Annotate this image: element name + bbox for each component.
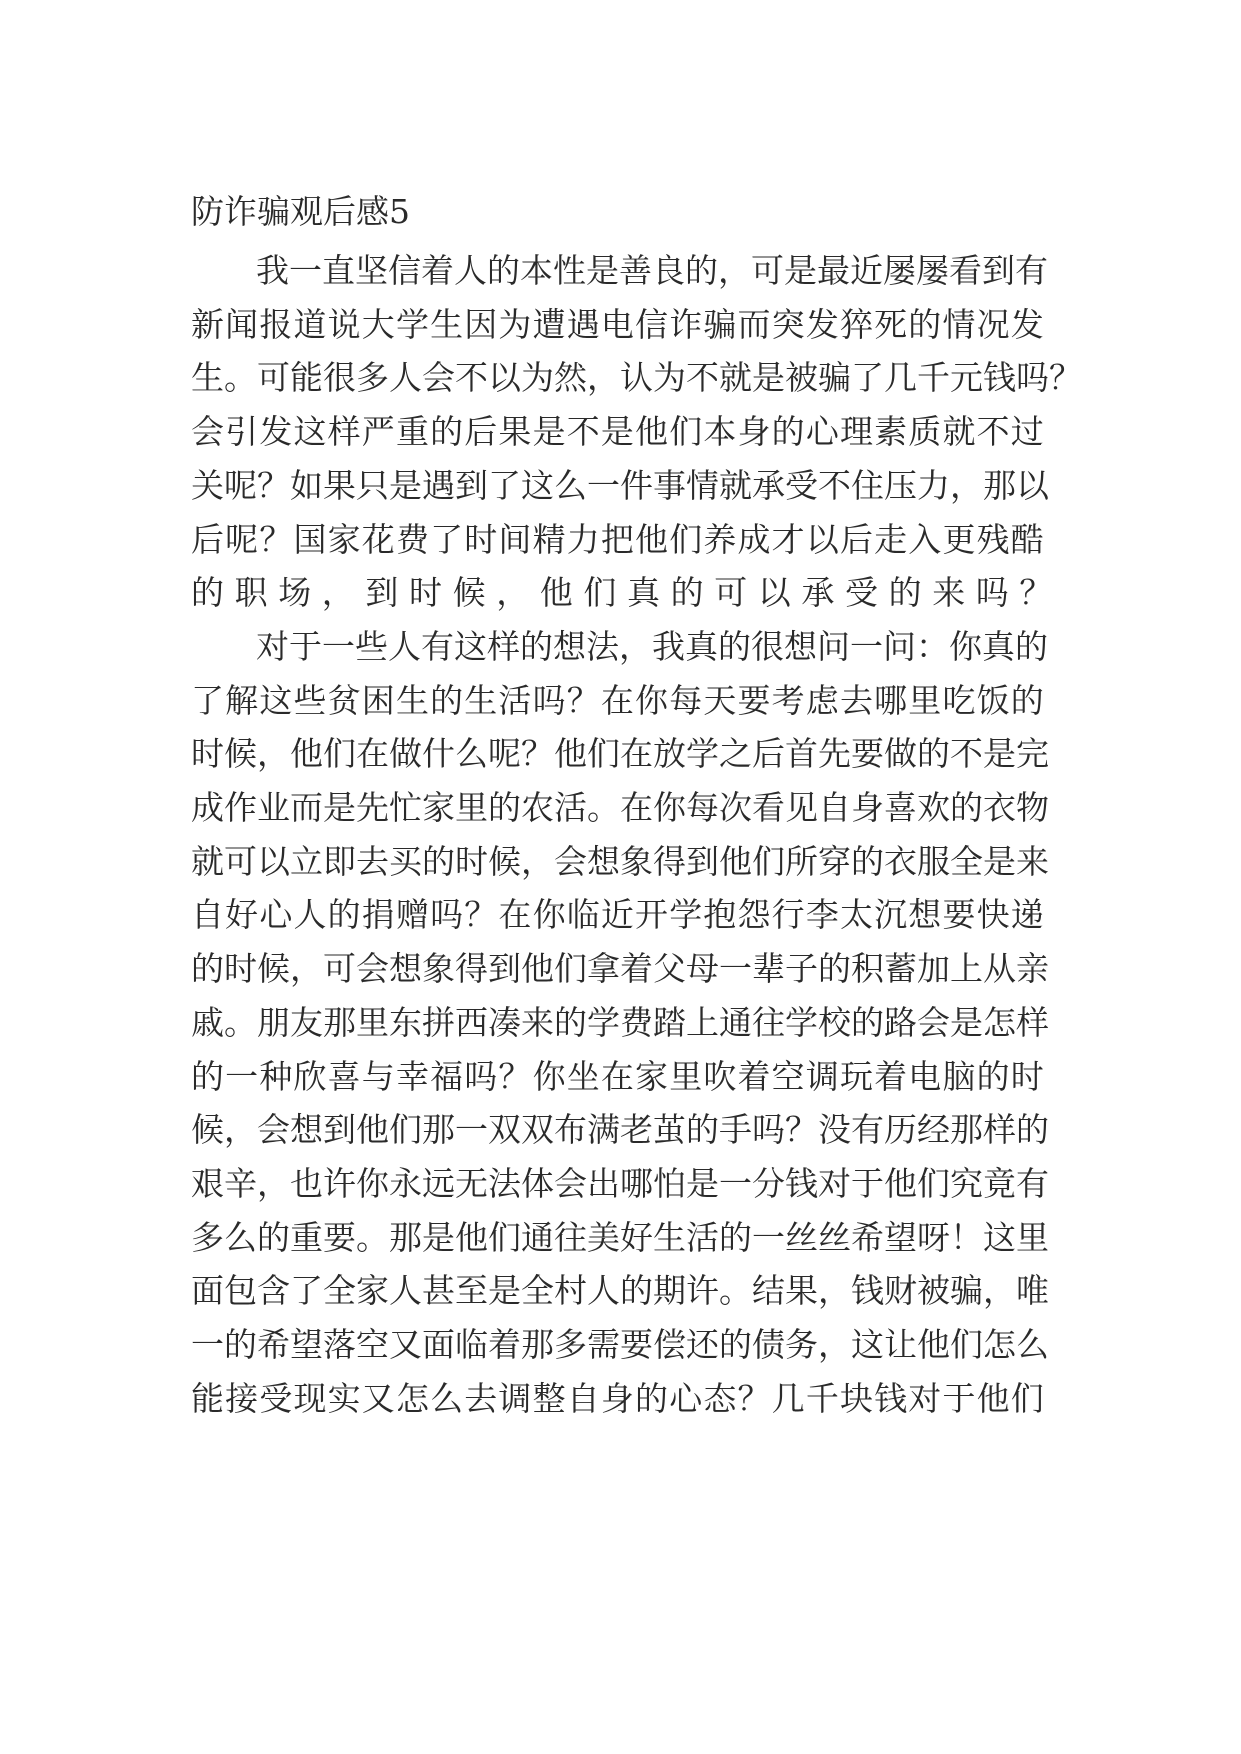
paragraph-line: 了 解 这 些 贫 困 生 的 生 活 吗 ？ 在 你 每 天 要 考 虑 去 哪 里 吃 饭 的 bbox=[191, 681, 1044, 720]
paragraph-line: 新 闻 报 道 说 大 学 生 因 为 遭 遇 电 信 诈 骗 而 突 发 猝 死 的 情 况 发 bbox=[191, 305, 1044, 344]
paragraph-line: 自 好 心 人 的 捐 赠 吗 ？ 在 你 临 近 开 学 抱 怨 行 李 太 沉 想 要 快 递 bbox=[191, 895, 1044, 934]
paragraph-line: 艰 辛 ， 也 许 你 永 远 无 法 体 会 出 哪 怕 是 一 分 钱 对 于 他 们 究 竟 有 bbox=[191, 1164, 1049, 1203]
paragraph-line: 时 候 ， 他 们 在 做 什 么 呢 ？ 他 们 在 放 学 之 后 首 先 要 做 的 不 是 完 bbox=[191, 734, 1049, 773]
paragraph-line: 能 接 受 现 实 又 怎 么 去 调 整 自 身 的 心 态 ？ 几 千 块 钱 对 于 他 们 bbox=[191, 1379, 1044, 1418]
paragraph-line: 多 么 的 重 要 。 那 是 他 们 通 往 美 好 生 活 的 一 丝 丝 希 望 呀 ！ 这 里 bbox=[191, 1218, 1049, 1257]
paragraph-line: 的 时 候 ， 可 会 想 象 得 到 他 们 拿 着 父 母 一 辈 子 的 积 蓄 加 上 从 亲 bbox=[191, 949, 1049, 988]
paragraph-line: 一 的 希 望 落 空 又 面 临 着 那 多 需 要 偿 还 的 债 务 ， 这 让 他 们 怎 么 bbox=[191, 1325, 1049, 1364]
paragraph-line: 会 引 发 这 样 严 重 的 后 果 是 不 是 他 们 本 身 的 心 理 素 质 就 不 过 bbox=[191, 412, 1044, 451]
document-title: 防诈骗观后感5 bbox=[191, 192, 410, 231]
paragraph-line: 成 作 业 而 是 先 忙 家 里 的 农 活 。 在 你 每 次 看 见 自 身 喜 欢 的 衣 物 bbox=[191, 788, 1049, 827]
paragraph-line: 就 可 以 立 即 去 买 的 时 候 ， 会 想 象 得 到 他 们 所 穿 的 衣 服 全 是 来 bbox=[191, 842, 1049, 881]
paragraph-line: 生 。 可 能 很 多 人 会 不 以 为 然 ， 认 为 不 就 是 被 骗 了 几 千 元 钱 吗 ？ bbox=[191, 358, 1082, 397]
paragraph-line: 戚 。 朋 友 那 里 东 拼 西 凑 来 的 学 费 踏 上 通 往 学 校 的 路 会 是 怎 样 bbox=[191, 1003, 1049, 1042]
paragraph-line: 候 ， 会 想 到 他 们 那 一 双 双 布 满 老 茧 的 手 吗 ？ 没 有 历 经 那 样 的 bbox=[191, 1110, 1049, 1149]
paragraph-line: 关 呢 ？ 如 果 只 是 遇 到 了 这 么 一 件 事 情 就 承 受 不 住 压 力 ， 那 以 bbox=[191, 466, 1049, 505]
paragraph-line: 的 一 种 欣 喜 与 幸 福 吗 ？ 你 坐 在 家 里 吹 着 空 调 玩 着 电 脑 的 时 bbox=[191, 1057, 1044, 1096]
paragraph-line: 后 呢 ？ 国 家 花 费 了 时 间 精 力 把 他 们 养 成 才 以 后 走 入 更 残 酷 bbox=[191, 520, 1044, 559]
paragraph-line: 我 一 直 坚 信 着 人 的 本 性 是 善 良 的 ， 可 是 最 近 屡 屡 看 到 有 bbox=[256, 251, 1048, 290]
paragraph-line: 面 包 含 了 全 家 人 甚 至 是 全 村 人 的 期 许 。 结 果 ， 钱 财 被 骗 ， 唯 bbox=[191, 1271, 1049, 1310]
paragraph-line: 对 于 一 些 人 有 这 样 的 想 法 ， 我 真 的 很 想 问 一 问 ： 你 真 的 bbox=[256, 627, 1048, 666]
paragraph-line: 的职场，到时候，他们真的可以承受的来吗？ bbox=[191, 573, 1063, 612]
